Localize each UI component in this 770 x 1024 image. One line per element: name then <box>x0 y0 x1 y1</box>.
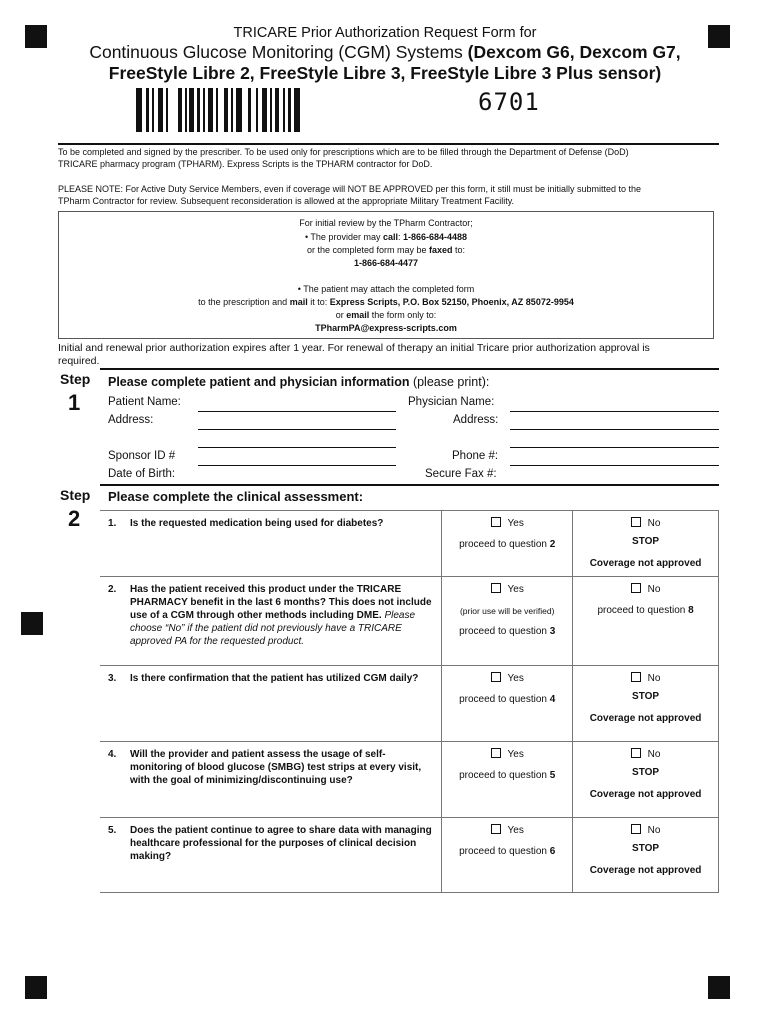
yes-note: (prior use will be verified) <box>459 606 555 616</box>
patient-name-label: Patient Name: <box>108 396 181 408</box>
yes-next <box>442 538 572 552</box>
yes-next <box>442 845 572 859</box>
no-label: No <box>647 825 661 836</box>
no-answer-cell <box>573 511 719 577</box>
no-option[interactable] <box>573 672 718 686</box>
no-option[interactable] <box>573 517 718 531</box>
question-cell <box>100 818 442 893</box>
question-cell <box>100 577 442 666</box>
form-title-line1: TRICARE Prior Authorization Request Form for <box>233 25 537 41</box>
proceed-text: proceed to question <box>459 846 550 857</box>
step1-heading-plain: (please print): <box>409 375 490 389</box>
box-line3 <box>59 244 713 257</box>
yes-label: Yes <box>507 584 524 595</box>
patient-address-field-1[interactable] <box>198 429 396 430</box>
yes-option[interactable] <box>442 824 572 838</box>
question-text: Does the patient continue to agree to share data with managing healthcare professional for the purposes of clinical decision making? <box>130 825 432 862</box>
question-row <box>100 818 719 893</box>
note-line1: PLEASE NOTE: For Active Duty Service Members, even if coverage will NOT BE APPROVED per this form, it still must be initially submitted to the <box>58 184 642 194</box>
sponsor-id-label: Sponsor ID # <box>108 450 176 462</box>
yes-next <box>442 693 572 707</box>
proceed-question-number: 8 <box>688 605 694 616</box>
patient-address-field-2[interactable] <box>198 447 396 448</box>
step2-heading: Please complete the clinical assessment: <box>108 489 364 504</box>
barcode-graphic <box>136 88 300 132</box>
no-option[interactable] <box>573 748 718 762</box>
question-number: 1. <box>108 518 117 529</box>
form-number: 6701 <box>478 88 540 116</box>
no-checkbox[interactable] <box>631 517 641 527</box>
no-answer-cell <box>573 666 719 742</box>
question-cell <box>100 666 442 742</box>
question-number: 4. <box>108 749 117 760</box>
coverage-not-approved-text: Coverage not approved <box>589 558 702 569</box>
step2-divider <box>100 484 719 486</box>
no-option[interactable] <box>573 583 718 597</box>
please-note-text <box>58 184 728 207</box>
phone-label: Phone #: <box>452 450 499 462</box>
yes-label: Yes <box>507 825 524 836</box>
no-answer-cell <box>573 742 719 818</box>
yes-answer-cell <box>442 577 573 666</box>
provider-phone-number: 1-866-684-4488 <box>403 232 468 242</box>
yes-answer-cell <box>442 511 573 577</box>
yes-checkbox[interactable] <box>491 672 501 682</box>
box-line2 <box>59 231 713 244</box>
yes-label: Yes <box>507 518 524 529</box>
question-row <box>100 742 719 818</box>
no-answer-cell <box>573 818 719 893</box>
intro-text <box>58 147 728 170</box>
expiry-note <box>58 342 728 368</box>
no-label: No <box>647 518 661 529</box>
form-title-products-b: FreeStyle Libre 2, FreeStyle Libre 3, FreeStyle Libre 3 Plus sensor) <box>108 63 662 83</box>
question-note: Please choose “No” if the patient did not previously have a TRICARE approved PA for the requested product. <box>130 610 416 647</box>
step2-number: 2 <box>68 506 81 531</box>
no-option[interactable] <box>573 824 718 838</box>
yes-answer-cell <box>442 742 573 818</box>
physician-address-label: Address: <box>453 414 499 426</box>
question-row <box>100 666 719 742</box>
yes-answer-cell <box>442 818 573 893</box>
question-text: Will the provider and patient assess the usage of self-monitoring of blood glucose (SMBG) test strips at every visit, with the goal of minimizing/discontinuing use? <box>130 749 422 786</box>
clinical-assessment-table <box>100 510 719 893</box>
step1-label: Step <box>60 371 91 387</box>
box-email-to: the form only to: <box>369 310 437 320</box>
coverage-not-approved-text: Coverage not approved <box>589 865 702 876</box>
no-answer-cell <box>573 577 719 666</box>
proceed-text: proceed to question <box>459 770 550 781</box>
box-colon: : <box>397 232 403 242</box>
proceed-question-number: 2 <box>549 539 556 550</box>
question-row <box>100 577 719 666</box>
patient-address-label: Address: <box>108 414 154 426</box>
proceed-question-number: 6 <box>549 846 556 857</box>
stop-text: STOP <box>632 691 660 702</box>
registration-mark-bottom-left <box>25 976 47 999</box>
no-next <box>573 604 718 618</box>
physician-name-label: Physician Name: <box>408 396 495 408</box>
mailing-address: Express Scripts, P.O. Box 52150, Phoenix, AZ 85072-9954 <box>329 297 574 307</box>
step1-heading-bold: Please complete patient and physician information <box>108 375 410 389</box>
yes-checkbox[interactable] <box>491 517 501 527</box>
form-title-line2 <box>0 42 770 84</box>
box-or: or <box>335 310 347 320</box>
proceed-text: proceed to question <box>459 694 550 705</box>
box-call-word: call <box>382 232 398 242</box>
yes-next <box>442 769 572 783</box>
question-row <box>100 511 719 577</box>
no-checkbox[interactable] <box>631 824 641 834</box>
proceed-text: proceed to question <box>597 605 689 616</box>
physician-address-field-1[interactable] <box>510 429 719 430</box>
yes-option[interactable] <box>442 672 572 686</box>
question-number: 5. <box>108 825 117 836</box>
yes-option[interactable] <box>442 517 572 531</box>
intro-line2: TRICARE pharmacy program (TPHARM). Express Scripts is the TPHARM contractor for DoD. <box>58 158 433 169</box>
yes-label: Yes <box>507 749 524 760</box>
form-title-product-category: Continuous Glucose Monitoring (CGM) Systems <box>89 42 468 62</box>
no-checkbox[interactable] <box>631 748 641 758</box>
fax-label: Secure Fax #: <box>425 468 497 480</box>
proceed-question-number: 4 <box>549 694 556 705</box>
question-text: Is there confirmation that the patient has utilized CGM daily? <box>130 673 419 684</box>
intro-line1: To be completed and signed by the prescriber. To be used only for prescriptions which are to be filled through the Department of Defense (DoD) <box>58 147 629 157</box>
submission-instructions-box <box>58 211 714 339</box>
note-line2: TPharm Contractor for review. Subsequent reconsideration is allowed at the appropriate Military Treatment Facility. <box>58 195 515 206</box>
phone-field[interactable] <box>510 465 719 466</box>
yes-option[interactable] <box>442 748 572 762</box>
dob-label: Date of Birth: <box>108 468 176 480</box>
step1-number: 1 <box>68 390 81 415</box>
registration-mark-bottom-right <box>708 976 730 999</box>
box-faxed-word: faxed <box>429 245 453 255</box>
stop-text: STOP <box>632 767 660 778</box>
expiry-line2: required. <box>58 355 100 367</box>
yes-answer-cell <box>442 666 573 742</box>
expiry-line1: Initial and renewal prior authorization expires after 1 year. For renewal of therapy an initial Tricare prior authorization approval is <box>58 342 650 354</box>
question-number: 3. <box>108 673 117 684</box>
question-text: Is the requested medication being used for diabetes? <box>130 518 384 529</box>
box-email-word: email <box>346 310 370 320</box>
patient-name-field[interactable] <box>198 411 396 412</box>
box-mail-word: mail <box>289 297 308 307</box>
stop-text: STOP <box>632 843 660 854</box>
sponsor-id-field[interactable] <box>198 465 396 466</box>
box-line7 <box>59 309 713 322</box>
proceed-question-number: 3 <box>549 626 556 637</box>
box-mail-text: to the prescription and <box>198 297 290 307</box>
header-divider <box>58 143 719 145</box>
question-number: 2. <box>108 584 117 595</box>
yes-option[interactable] <box>442 583 572 597</box>
proceed-question-number: 5 <box>549 770 556 781</box>
no-label: No <box>647 673 661 684</box>
stop-text: STOP <box>632 536 660 547</box>
step1-divider <box>100 368 719 370</box>
physician-address-field-2[interactable] <box>510 447 719 448</box>
form-title-products-a: (Dexcom G6, Dexcom G7, <box>467 42 681 62</box>
question-cell <box>100 742 442 818</box>
fax-number: 1-866-684-4477 <box>353 258 419 268</box>
box-provider-text: • The provider may <box>304 232 383 242</box>
box-line5: • The patient may attach the completed form <box>297 284 475 294</box>
box-line1: For initial review by the TPharm Contractor; <box>299 218 473 228</box>
no-checkbox[interactable] <box>631 583 641 593</box>
coverage-not-approved-text: Coverage not approved <box>589 713 702 724</box>
yes-label: Yes <box>507 673 524 684</box>
step2-label: Step <box>60 487 91 503</box>
yes-next <box>442 625 572 639</box>
yes-checkbox[interactable] <box>491 824 501 834</box>
box-fax-text: or the completed form may be <box>306 245 430 255</box>
email-address: TPharmPA@express-scripts.com <box>315 323 457 333</box>
question-cell <box>100 511 442 577</box>
no-label: No <box>647 584 661 595</box>
box-fax-to: to: <box>452 245 466 255</box>
physician-name-field[interactable] <box>510 411 719 412</box>
proceed-text: proceed to question <box>459 539 550 550</box>
box-mail-to: it to: <box>307 297 330 307</box>
no-label: No <box>647 749 661 760</box>
proceed-text: proceed to question <box>459 626 550 637</box>
step1-heading <box>108 375 489 389</box>
yes-checkbox[interactable] <box>491 748 501 758</box>
box-line6 <box>59 296 713 309</box>
registration-mark-mid-left <box>21 612 43 635</box>
question-text: Has the patient received this product under the TRICARE PHARMACY benefit in the last 6 months? This does not include use of a CGM through other methods including DME. <box>130 584 432 621</box>
no-checkbox[interactable] <box>631 672 641 682</box>
yes-checkbox[interactable] <box>491 583 501 593</box>
coverage-not-approved-text: Coverage not approved <box>589 789 702 800</box>
